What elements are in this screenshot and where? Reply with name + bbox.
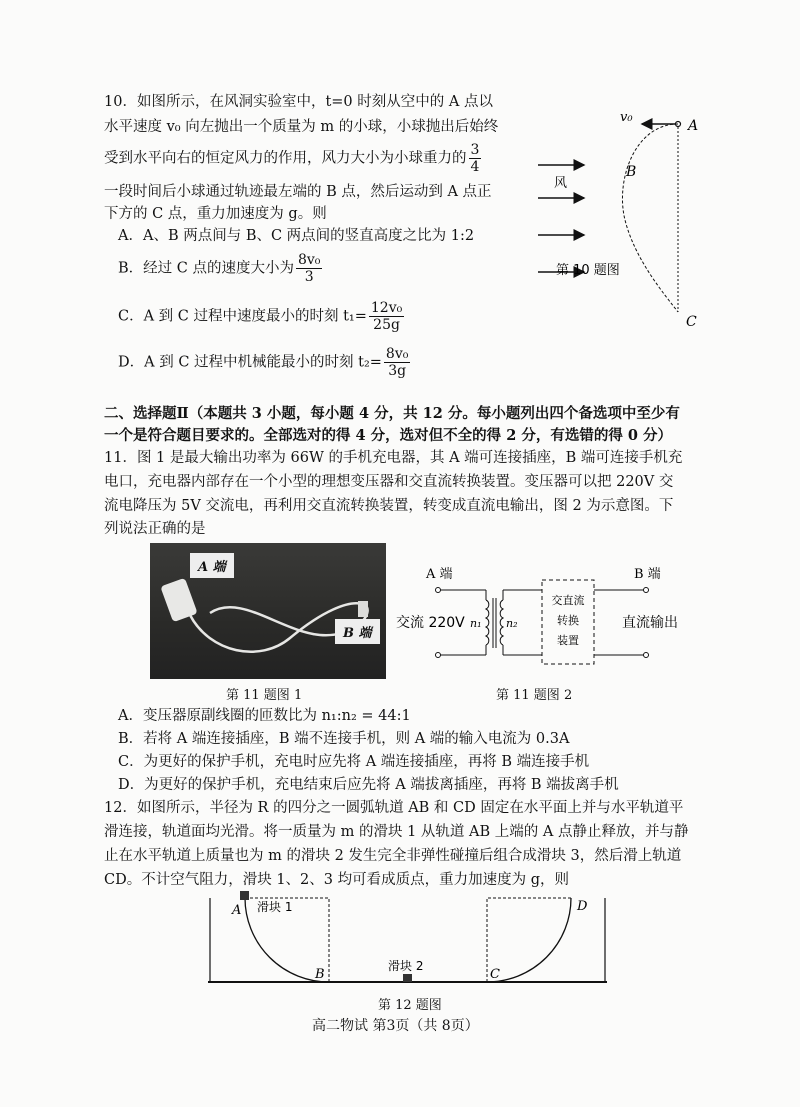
diagram-b-end: B 端 — [634, 567, 661, 582]
fraction-numerator: 8v₀ — [385, 346, 409, 362]
section2-line1: 二、选择题Ⅱ（本题共 3 小题，每小题 4 分，共 12 分。每小题列出四个备选项中至少有 — [104, 405, 680, 422]
diagram-a-end: A 端 — [426, 567, 453, 582]
point-a-label: A — [688, 118, 699, 134]
q10-line2: 水平速度 v₀ 向左抛出一个质量为 m 的小球，小球抛出后始终 — [104, 119, 499, 135]
block-2-label: 滑块 2 — [388, 959, 424, 973]
q12-line3: 止在水平轨道上质量也为 m 的滑块 2 发生完全非弹性碰撞后组合成滑块 3，然后滑上轨道 — [104, 848, 682, 864]
q10-caption: 第 10 题图 — [556, 263, 620, 278]
q10-option-c-text: C．A 到 C 过程中速度最小的时刻 t₁= — [118, 308, 367, 325]
q11-line2: 电口，充电器内部存在一个小型的理想变压器和交直流转换装置。变压器可以把 220V 交 — [104, 474, 674, 490]
converter-label-2: 转换 — [557, 614, 579, 627]
charger-photo — [150, 543, 386, 679]
q11-fig1-caption: 第 11 题图 1 — [226, 688, 303, 703]
photo-a-end-label: A 端 — [190, 553, 234, 578]
q10-option-c — [118, 300, 406, 333]
wind-label: 风 — [554, 176, 568, 191]
terminal — [436, 588, 441, 593]
converter-label-3: 装置 — [557, 634, 579, 647]
primary-coil — [486, 600, 489, 645]
trajectory — [622, 124, 678, 312]
q10-line3-text: 受到水平向右的恒定风力的作用，风力大小为小球重力的 — [104, 150, 467, 167]
point-d-label: D — [577, 899, 588, 914]
block-1-label: 滑块 1 — [257, 900, 293, 914]
point-c-label: C — [686, 314, 697, 330]
q11-fig2-caption: 第 11 题图 2 — [496, 688, 573, 703]
fraction-denominator: 3 — [304, 269, 314, 285]
dc-output-label: 直流输出 — [622, 615, 678, 631]
usb-plug — [358, 601, 368, 617]
q12-line4: CD。不计空气阻力，滑块 1、2、3 均可看成质点，重力加速度为 g，则 — [104, 872, 570, 888]
q10-option-d — [118, 346, 412, 379]
q12-line2: 滑连接，轨道面均光滑。将一质量为 m 的滑块 1 从轨道 AB 上端的 A 点静止释放，并与静 — [104, 824, 689, 840]
q11-option-b: B．若将 A 端连接插座，B 端不连接手机，则 A 端的输入电流为 0.3A — [118, 731, 570, 747]
terminal — [436, 653, 441, 658]
q10-figure — [520, 100, 720, 345]
q11-line1: 11．图 1 是最大输出功率为 66W 的手机充电器，其 A 端可连接插座，B 端可连接手机充 — [104, 450, 683, 466]
q11-line4: 列说法正确的是 — [104, 521, 206, 537]
terminal — [644, 588, 649, 593]
q11-line3: 流电降压为 5V 交流电，再利用交直流转换装置，转变成直流电输出，图 2 为示意图。下 — [104, 498, 674, 514]
terminal — [644, 653, 649, 658]
q10-option-d-text: D．A 到 C 过程中机械能最小的时刻 t₂= — [118, 354, 382, 371]
q11-option-c: C．为更好的保护手机，充电时应先将 A 端连接插座，再将 B 端连接手机 — [118, 754, 590, 770]
point-a-label: A — [232, 903, 242, 918]
block-2 — [403, 974, 412, 982]
fraction-denominator: 25g — [373, 317, 400, 333]
converter-label-1: 交直流 — [551, 594, 585, 607]
q10-option-a: A．A、B 两点间与 B、C 两点间的竖直高度之比为 1:2 — [118, 228, 475, 244]
fraction-numerator: 3 — [470, 142, 480, 158]
q10-option-b-text: B．经过 C 点的速度大小为 — [118, 260, 294, 277]
v0-label: v₀ — [620, 110, 633, 125]
q10-line4: 一段时间后小球通过轨迹最左端的 B 点，然后运动到 A 点正 — [104, 184, 492, 200]
point-c-label: C — [490, 967, 500, 982]
page-footer: 高二物试 第3页（共 8页） — [312, 1018, 479, 1034]
fraction-numerator: 8v₀ — [297, 252, 321, 268]
q10-wind-fraction — [469, 142, 482, 175]
q12-caption: 第 12 题图 — [378, 998, 442, 1013]
q10-line1: 10．如图所示，在风洞实验室中，t=0 时刻从空中的 A 点以 — [104, 94, 493, 110]
point-b-label: B — [626, 164, 637, 180]
q12-figure — [205, 890, 610, 990]
n1-label: n₁ — [470, 617, 482, 630]
point-b-label: B — [315, 967, 325, 982]
charger-illustration — [150, 543, 386, 679]
fraction-denominator: 4 — [470, 159, 480, 175]
q10-option-d-fraction — [384, 346, 410, 379]
secondary-coil — [500, 600, 503, 645]
transformer-diagram — [392, 560, 692, 680]
block-1 — [240, 891, 249, 900]
section2-line2: 一个是符合题目要求的。全部选对的得 4 分，选对但不全的得 2 分，有选错的得 0 分） — [104, 427, 673, 444]
q10-line3 — [104, 142, 483, 175]
q12-line1: 12．如图所示，半径为 R 的四分之一圆弧轨道 AB 和 CD 固定在水平面上并与水平轨道平 — [104, 800, 684, 816]
q11-option-a: A．变压器原副线圈的匝数比为 n₁:n₂ = 44:1 — [118, 708, 411, 724]
photo-b-end-label: B 端 — [335, 619, 380, 644]
charger-block — [160, 578, 197, 623]
q10-option-b — [118, 252, 324, 285]
fraction-denominator: 3g — [388, 363, 407, 379]
q10-line5: 下方的 C 点，重力加速度为 g。则 — [104, 206, 327, 222]
q11-option-d: D．为更好的保护手机，充电结束后应先将 A 端拔离插座，再将 B 端拔离手机 — [118, 777, 619, 793]
ac-input-label: 交流 220V — [396, 615, 465, 631]
q10-option-c-fraction — [369, 300, 404, 333]
q10-option-b-fraction — [296, 252, 322, 285]
n2-label: n₂ — [506, 617, 518, 630]
fraction-numerator: 12v₀ — [370, 300, 403, 316]
